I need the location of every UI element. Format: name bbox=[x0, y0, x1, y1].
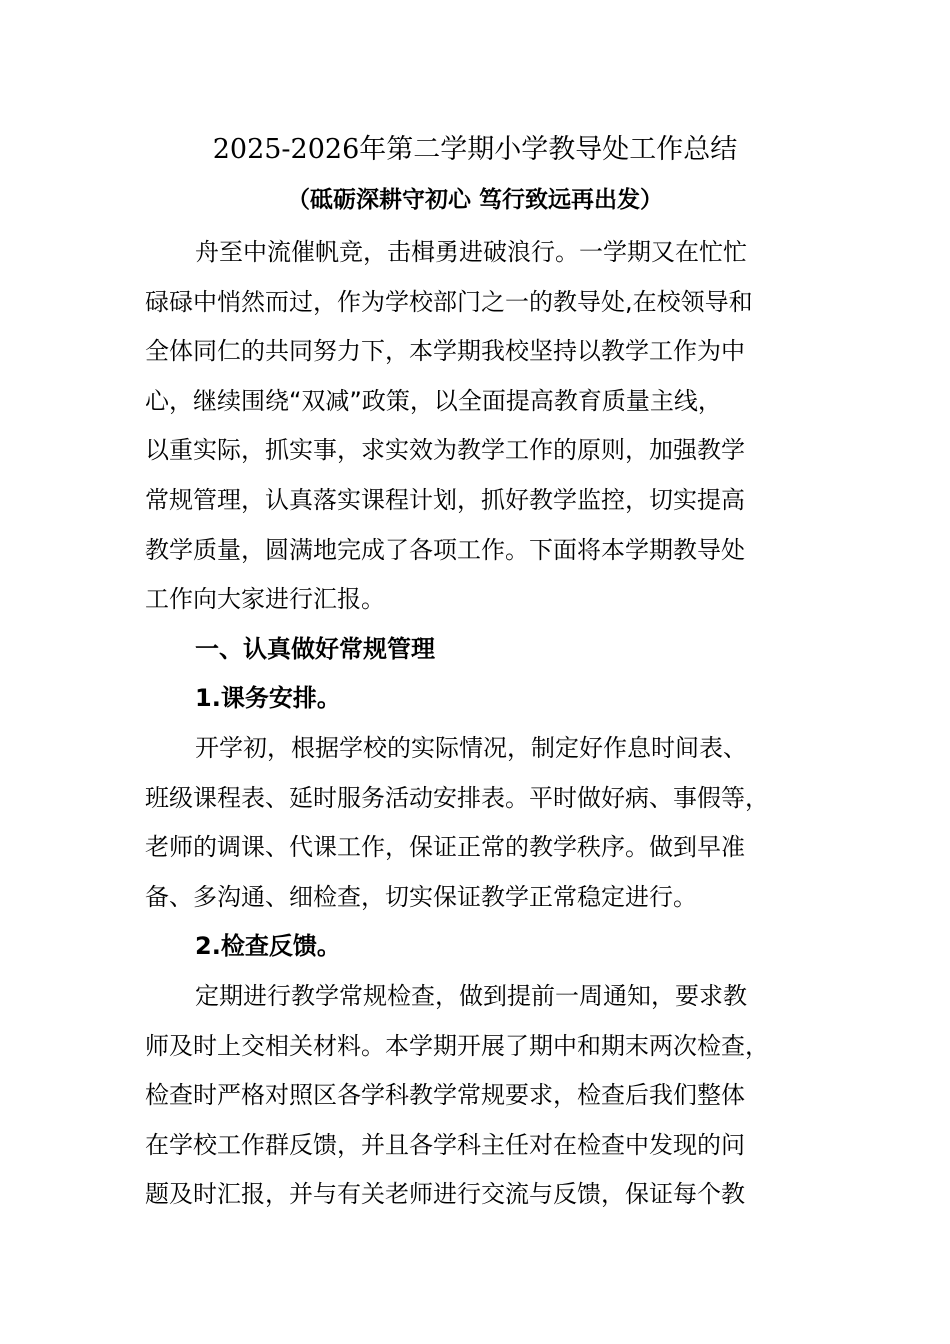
intro-line: 心，继续围绕“双减”政策，以全面提高教育质量主线， bbox=[145, 386, 722, 415]
intro-line: 常规管理，认真落实课程计划，抓好教学监控，切实提高 bbox=[145, 485, 745, 514]
paragraph-line: 题及时汇报，并与有关老师进行交流与反馈，保证每个教 bbox=[145, 1180, 745, 1209]
intro-line: 工作向大家进行汇报。 bbox=[145, 585, 385, 614]
paragraph-line: 班级课程表、延时服务活动安排表。平时做好病、事假等， bbox=[145, 783, 769, 812]
paragraph-line: 备、多沟通、细检查，切实保证教学正常稳定进行。 bbox=[145, 882, 697, 911]
subsection-heading: 2.检查反馈。 bbox=[195, 932, 341, 961]
intro-line: 教学质量，圆满地完成了各项工作。下面将本学期教导处 bbox=[145, 535, 745, 564]
document-title: 2025-2026年第二学期小学教导处工作总结 bbox=[212, 134, 738, 165]
paragraph-line: 开学初，根据学校的实际情况，制定好作息时间表、 bbox=[195, 733, 747, 762]
intro-line: 全体同仁的共同努力下，本学期我校坚持以教学工作为中 bbox=[145, 337, 745, 366]
intro-line: 碌碌中悄然而过，作为学校部门之一的教导处,在校领导和 bbox=[145, 287, 753, 316]
subsection-heading: 1.课务安排。 bbox=[195, 684, 341, 713]
paragraph-line: 检查时严格对照区各学科教学常规要求，检查后我们整体 bbox=[145, 1081, 745, 1110]
document-subtitle: （砥砺深耕守初心 笃行致远再出发） bbox=[286, 186, 663, 213]
paragraph-line: 定期进行教学常规检查，做到提前一周通知，要求教 bbox=[195, 981, 747, 1010]
intro-line: 以重实际，抓实事，求实效为教学工作的原则，加强教学 bbox=[145, 436, 745, 465]
paragraph-line: 老师的调课、代课工作，保证正常的教学秩序。做到早准 bbox=[145, 833, 745, 862]
paragraph-line: 师及时上交相关材料。本学期开展了期中和期末两次检查， bbox=[145, 1031, 769, 1060]
section-heading: 一、认真做好常规管理 bbox=[195, 634, 435, 663]
document-body bbox=[145, 228, 810, 1220]
intro-line: 舟至中流催帆竞，击楫勇进破浪行。一学期又在忙忙 bbox=[195, 238, 747, 266]
paragraph-line: 在学校工作群反馈，并且各学科主任对在检查中发现的问 bbox=[145, 1130, 745, 1159]
